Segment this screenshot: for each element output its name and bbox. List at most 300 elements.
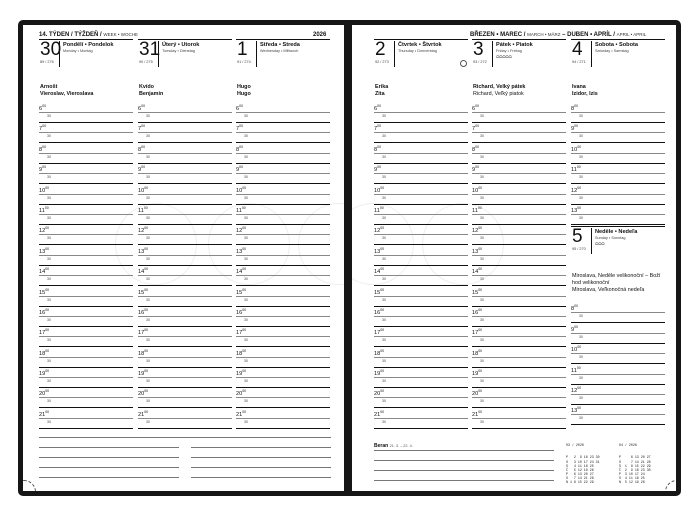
hour-label: $8^{00}$ bbox=[571, 104, 579, 112]
hour-slot[interactable] bbox=[236, 306, 330, 326]
half-hour-label: 30 bbox=[480, 419, 484, 424]
hour-slot[interactable] bbox=[571, 302, 665, 322]
hour-slot[interactable] bbox=[472, 204, 566, 224]
hour-slot[interactable] bbox=[236, 224, 330, 244]
half-hour-label: 30 bbox=[480, 338, 484, 343]
hour-label: $11^{00}$ bbox=[472, 205, 482, 214]
half-hour-label: 30 bbox=[579, 314, 583, 319]
hour-slot[interactable] bbox=[39, 102, 133, 122]
hour-slot[interactable] bbox=[571, 204, 665, 224]
hour-slot[interactable] bbox=[571, 404, 665, 424]
hour-label: $19^{00}$ bbox=[39, 369, 50, 377]
hour-slot[interactable] bbox=[571, 364, 665, 384]
hour-label: $19^{00}$ bbox=[236, 369, 247, 377]
day-name-en-de: Wednesday • Mittwoch bbox=[260, 49, 299, 53]
half-hour-label: 30 bbox=[480, 195, 484, 200]
rule-line bbox=[374, 428, 468, 429]
half-hour-label: 30 bbox=[47, 175, 51, 180]
hour-slot[interactable] bbox=[39, 387, 133, 407]
zodiac-range: 21. 3. – 22. 4. bbox=[389, 444, 413, 448]
hour-slot[interactable] bbox=[39, 367, 133, 387]
rule-line bbox=[138, 112, 232, 113]
hour-label: $8^{00}$ bbox=[374, 144, 382, 153]
rule-line bbox=[374, 194, 468, 195]
hour-slot[interactable] bbox=[138, 306, 232, 326]
hour-slot[interactable] bbox=[138, 245, 232, 265]
day-number: 31 bbox=[139, 39, 161, 60]
hour-slot[interactable] bbox=[571, 343, 665, 363]
hour-slot[interactable] bbox=[472, 347, 566, 367]
half-hour-label: 30 bbox=[480, 236, 484, 241]
rule-line bbox=[571, 353, 665, 354]
hour-slot[interactable] bbox=[138, 286, 232, 306]
half-hour-label: 30 bbox=[480, 379, 484, 384]
hour-label: $21^{00}$ bbox=[138, 409, 149, 418]
hour-slot[interactable] bbox=[138, 347, 232, 367]
name-day: Richard, Velký pátek Richard, Veľký piatok bbox=[473, 84, 526, 97]
hour-slot[interactable] bbox=[138, 408, 232, 428]
rule-line bbox=[138, 296, 232, 297]
hour-slot[interactable] bbox=[374, 184, 468, 204]
rule-line bbox=[138, 357, 232, 358]
hour-label: $20^{00}$ bbox=[39, 389, 50, 398]
half-hour-label: 30 bbox=[47, 215, 51, 220]
half-hour-label: 30 bbox=[579, 195, 583, 200]
hour-slot[interactable] bbox=[374, 347, 468, 367]
rule-line bbox=[374, 255, 468, 256]
rule-line bbox=[374, 316, 468, 317]
hour-label: $20^{00}$ bbox=[374, 389, 385, 398]
day-divider bbox=[591, 228, 592, 254]
hour-slot[interactable] bbox=[472, 326, 566, 346]
day-header bbox=[374, 39, 468, 102]
rule-line bbox=[39, 112, 133, 113]
rule-line bbox=[138, 194, 232, 195]
hour-label: $8^{00}$ bbox=[138, 144, 146, 153]
day-divider bbox=[256, 41, 257, 67]
hour-slot[interactable] bbox=[571, 384, 665, 404]
hour-slot[interactable] bbox=[39, 306, 133, 326]
hour-label: $12^{00}$ bbox=[472, 226, 483, 235]
half-hour-label: 30 bbox=[47, 297, 51, 302]
rule-line bbox=[39, 377, 133, 378]
rule-line bbox=[472, 214, 566, 215]
rule-line bbox=[374, 418, 468, 419]
hour-slot[interactable] bbox=[374, 163, 468, 183]
hour-slot[interactable] bbox=[374, 245, 468, 265]
half-hour-label: 30 bbox=[244, 317, 248, 322]
hour-label: $16^{00}$ bbox=[236, 307, 247, 316]
rule-line bbox=[236, 112, 330, 113]
hour-label: $11^{00}$ bbox=[374, 205, 384, 214]
rule-line bbox=[138, 153, 232, 154]
day-of-year: 94 / 271 bbox=[572, 60, 586, 64]
name-day: Miroslava, Neděle velikonoční – Boží hod velikonoční Miroslava, Veľkonočná nedeľa bbox=[572, 273, 661, 294]
hour-label: $8^{00}$ bbox=[236, 144, 244, 153]
hour-label: $20^{00}$ bbox=[138, 389, 149, 398]
hour-slot[interactable] bbox=[472, 265, 566, 285]
day-name: Úterý • Utorok bbox=[162, 42, 200, 48]
hour-slot[interactable] bbox=[138, 184, 232, 204]
half-hour-label: 30 bbox=[480, 297, 484, 302]
hour-slot[interactable] bbox=[138, 224, 232, 244]
day-number: 1 bbox=[237, 39, 248, 60]
half-hour-label: 30 bbox=[146, 317, 150, 322]
mini-calendar-april bbox=[619, 435, 651, 491]
day-column-monday[interactable] bbox=[39, 39, 133, 428]
day-column-friday[interactable] bbox=[472, 39, 566, 428]
hour-slot[interactable] bbox=[374, 306, 468, 326]
hour-slot[interactable] bbox=[39, 265, 133, 285]
hour-slot[interactable] bbox=[236, 286, 330, 306]
day-header bbox=[472, 39, 566, 102]
hour-slot[interactable] bbox=[374, 102, 468, 122]
half-hour-label: 30 bbox=[382, 175, 386, 180]
hour-slot[interactable] bbox=[236, 184, 330, 204]
day-divider bbox=[394, 41, 395, 67]
hour-slot[interactable] bbox=[374, 265, 468, 285]
hour-label: $10^{00}$ bbox=[472, 185, 483, 194]
hour-slot[interactable] bbox=[138, 326, 232, 346]
hour-slot[interactable] bbox=[39, 408, 133, 428]
rule-line bbox=[472, 234, 566, 235]
hour-slot[interactable] bbox=[138, 265, 232, 285]
hour-label: $11^{00}$ bbox=[138, 205, 148, 214]
hour-slot[interactable] bbox=[39, 347, 133, 367]
mini-cal-row: S 1 8 15 22 29 bbox=[619, 463, 651, 468]
hour-slot[interactable] bbox=[472, 367, 566, 387]
week-label-sk: TÝŽDEŇ bbox=[74, 32, 99, 38]
half-hour-label: 30 bbox=[579, 416, 583, 421]
rule-line bbox=[374, 275, 468, 276]
hour-slot[interactable] bbox=[39, 224, 133, 244]
day-name: Neděle • Nedeľa bbox=[595, 229, 638, 236]
half-hour-label: 30 bbox=[579, 375, 583, 380]
hour-slot[interactable] bbox=[236, 367, 330, 387]
rule-line bbox=[138, 173, 232, 174]
rule-line bbox=[472, 275, 566, 276]
hour-slot[interactable] bbox=[472, 224, 566, 244]
hour-slot[interactable] bbox=[374, 143, 468, 163]
half-hour-label: 30 bbox=[480, 215, 484, 220]
hour-slot[interactable] bbox=[472, 408, 566, 428]
rule-line bbox=[472, 112, 566, 113]
half-hour-label: 30 bbox=[480, 114, 484, 118]
hour-slot[interactable] bbox=[571, 163, 665, 183]
hour-label: $7^{00}$ bbox=[472, 124, 480, 133]
half-hour-label: 30 bbox=[382, 297, 386, 302]
rule-line bbox=[472, 255, 566, 256]
rule-line bbox=[39, 296, 133, 297]
day-column-thursday[interactable] bbox=[374, 39, 468, 428]
day-of-year: 95 / 270 bbox=[572, 247, 586, 252]
hour-label: $6^{00}$ bbox=[472, 104, 480, 112]
perforated-corner-left[interactable] bbox=[23, 480, 36, 491]
hour-slot[interactable] bbox=[472, 245, 566, 265]
hour-slot[interactable] bbox=[39, 286, 133, 306]
hour-label: $6^{00}$ bbox=[374, 104, 382, 112]
hour-label: $17^{00}$ bbox=[374, 328, 385, 337]
mini-cal-title: 04 / 2026 bbox=[619, 443, 637, 448]
hour-slot[interactable] bbox=[236, 204, 330, 224]
hour-label: $15^{00}$ bbox=[236, 287, 247, 296]
hour-label: $14^{00}$ bbox=[374, 267, 385, 275]
name-day: Hugo Hugo bbox=[237, 84, 251, 97]
half-hour-label: 30 bbox=[579, 395, 583, 400]
hour-slot[interactable] bbox=[236, 387, 330, 407]
hour-slot[interactable] bbox=[472, 143, 566, 163]
hour-slot[interactable] bbox=[236, 102, 330, 122]
hour-slot[interactable] bbox=[236, 326, 330, 346]
rule-line bbox=[236, 428, 330, 429]
rule-line bbox=[571, 153, 665, 154]
hour-label: $12^{00}$ bbox=[374, 226, 385, 235]
hour-label: $13^{00}$ bbox=[39, 246, 50, 255]
rule-line bbox=[39, 173, 133, 174]
day-name-en-de: Tuesday • Dienstag bbox=[162, 49, 195, 53]
hour-slot[interactable] bbox=[39, 245, 133, 265]
hour-slot[interactable] bbox=[571, 102, 665, 122]
day-number: 4 bbox=[572, 39, 583, 60]
hour-slot[interactable] bbox=[138, 204, 232, 224]
day-divider bbox=[492, 41, 493, 67]
hour-slot[interactable] bbox=[571, 184, 665, 204]
hour-label: $11^{00}$ bbox=[571, 165, 581, 174]
hour-label: $12^{00}$ bbox=[571, 385, 582, 394]
hour-slot[interactable] bbox=[39, 204, 133, 224]
day-name: Sobota • Sobota bbox=[595, 42, 638, 48]
half-hour-label: 30 bbox=[382, 195, 386, 200]
hour-label: $14^{00}$ bbox=[236, 267, 247, 275]
rule-line bbox=[571, 374, 665, 375]
hour-label: $18^{00}$ bbox=[374, 348, 385, 357]
right-page bbox=[352, 25, 676, 491]
day-name-en-de: Sunday • Sonntag bbox=[595, 236, 626, 241]
rule-line bbox=[374, 397, 468, 398]
rule-line bbox=[472, 132, 566, 133]
hour-label: $19^{00}$ bbox=[472, 369, 483, 377]
hour-slot[interactable] bbox=[374, 224, 468, 244]
half-hour-label: 30 bbox=[382, 256, 386, 261]
half-hour-label: 30 bbox=[47, 114, 51, 118]
hour-slot[interactable] bbox=[138, 102, 232, 122]
hour-label: $19^{00}$ bbox=[374, 369, 385, 377]
mini-cal-row: P 6 13 20 27 bbox=[566, 471, 594, 476]
day-number: 5 bbox=[572, 226, 583, 248]
hour-label: $12^{00}$ bbox=[236, 226, 247, 235]
hour-slot[interactable] bbox=[571, 122, 665, 142]
mini-calendar-march bbox=[566, 435, 600, 491]
hour-label: $20^{00}$ bbox=[472, 389, 483, 398]
perforated-corner-right[interactable] bbox=[665, 480, 676, 491]
hour-slot[interactable] bbox=[374, 367, 468, 387]
left-page bbox=[23, 25, 344, 491]
hour-slot[interactable] bbox=[236, 347, 330, 367]
rule-line bbox=[39, 275, 133, 276]
rule-line bbox=[39, 428, 133, 429]
mini-cal-row: P 6 13 20 27 bbox=[619, 455, 651, 460]
hour-label: $18^{00}$ bbox=[138, 348, 149, 357]
rule-line bbox=[571, 194, 665, 195]
hour-slot[interactable] bbox=[236, 245, 330, 265]
hour-slot[interactable] bbox=[571, 323, 665, 343]
mini-cal-row: P 2 9 16 23 30 bbox=[566, 455, 600, 460]
hour-label: $9^{00}$ bbox=[571, 324, 579, 333]
half-hour-label: 30 bbox=[382, 277, 386, 282]
hour-label: $15^{00}$ bbox=[39, 287, 50, 296]
hour-slot[interactable] bbox=[571, 143, 665, 163]
zodiac bbox=[374, 443, 413, 449]
rule-line bbox=[39, 194, 133, 195]
hour-slot[interactable] bbox=[39, 163, 133, 183]
rule-line bbox=[472, 336, 566, 337]
hour-label: $10^{00}$ bbox=[236, 185, 247, 194]
half-hour-label: 30 bbox=[579, 154, 583, 159]
hour-slot[interactable] bbox=[138, 367, 232, 387]
rule-line bbox=[39, 316, 133, 317]
rule-line bbox=[138, 418, 232, 419]
half-hour-label: 30 bbox=[244, 114, 248, 118]
mini-cal-row: S 4 11 18 25 bbox=[619, 475, 645, 480]
hour-slot[interactable] bbox=[138, 163, 232, 183]
day-name-en-de: Saturday • Samstag bbox=[595, 49, 629, 53]
half-hour-label: 30 bbox=[47, 277, 51, 282]
hour-slot[interactable] bbox=[236, 163, 330, 183]
rule-line bbox=[138, 234, 232, 235]
hour-slot[interactable] bbox=[472, 184, 566, 204]
rule-line bbox=[138, 316, 232, 317]
rule-line bbox=[236, 234, 330, 235]
hour-label: $7^{00}$ bbox=[374, 124, 382, 133]
hour-slot[interactable] bbox=[236, 408, 330, 428]
hour-slot[interactable] bbox=[39, 143, 133, 163]
rule-line bbox=[472, 377, 566, 378]
hour-slot[interactable] bbox=[138, 122, 232, 142]
hour-label: $10^{00}$ bbox=[571, 345, 582, 353]
mini-cal-row: Ú 3 10 17 24 31 bbox=[566, 459, 600, 464]
half-hour-label: 30 bbox=[579, 355, 583, 360]
hour-slot[interactable] bbox=[472, 387, 566, 407]
hour-label: $7^{00}$ bbox=[236, 124, 244, 133]
hour-slot[interactable] bbox=[374, 408, 468, 428]
hour-label: $14^{00}$ bbox=[39, 267, 50, 275]
easter-eggs-icon: ⬭⬭⬭ bbox=[595, 241, 605, 247]
half-hour-label: 30 bbox=[244, 338, 248, 343]
half-hour-label: 30 bbox=[480, 358, 484, 363]
mini-cal-row: N 5 12 19 26 bbox=[619, 480, 645, 485]
day-divider bbox=[59, 41, 60, 67]
hour-label: $14^{00}$ bbox=[138, 267, 149, 275]
hour-label: $9^{00}$ bbox=[138, 165, 146, 174]
half-hour-label: 30 bbox=[382, 379, 386, 384]
moon-phase-icon bbox=[460, 60, 467, 67]
hour-slot[interactable] bbox=[236, 122, 330, 142]
hour-label: $18^{00}$ bbox=[472, 348, 483, 357]
hour-slot[interactable] bbox=[472, 102, 566, 122]
rule-line bbox=[39, 336, 133, 337]
hour-slot[interactable] bbox=[39, 326, 133, 346]
hour-slot[interactable] bbox=[236, 143, 330, 163]
day-column-tuesday[interactable] bbox=[138, 39, 232, 428]
half-hour-label: 30 bbox=[579, 215, 583, 220]
rule-line bbox=[472, 153, 566, 154]
hour-slot[interactable] bbox=[39, 184, 133, 204]
half-hour-label: 30 bbox=[146, 154, 150, 159]
day-header-sunday bbox=[571, 226, 665, 302]
name-day: Ivana Izidor, Izis bbox=[572, 84, 598, 97]
hour-slot[interactable] bbox=[138, 387, 232, 407]
hour-label: $9^{00}$ bbox=[39, 165, 47, 174]
easter-eggs-icon: ⬭⬭⬭⬭⬭ bbox=[496, 54, 512, 59]
mini-cal-row: Č 5 12 19 26 bbox=[566, 467, 594, 472]
rule-line bbox=[236, 153, 330, 154]
hour-slot[interactable] bbox=[374, 387, 468, 407]
half-hour-label: 30 bbox=[47, 134, 51, 139]
half-hour-label: 30 bbox=[382, 317, 386, 322]
rule-line bbox=[571, 173, 665, 174]
hour-slot[interactable] bbox=[138, 143, 232, 163]
day-column-wednesday[interactable] bbox=[236, 39, 330, 428]
week-label-en-de: WEEK • WOCHE bbox=[103, 32, 138, 37]
half-hour-label: 30 bbox=[480, 134, 484, 139]
half-hour-label: 30 bbox=[146, 399, 150, 404]
half-hour-label: 30 bbox=[382, 419, 386, 424]
half-hour-label: 30 bbox=[480, 154, 484, 159]
day-of-year: 92 / 273 bbox=[375, 60, 389, 64]
half-hour-label: 30 bbox=[480, 399, 484, 404]
rule-line bbox=[138, 275, 232, 276]
rule-line bbox=[472, 194, 566, 195]
rule-line bbox=[138, 214, 232, 215]
rule-line bbox=[138, 132, 232, 133]
hour-slot[interactable] bbox=[472, 306, 566, 326]
hour-slot[interactable] bbox=[39, 122, 133, 142]
hour-slot[interactable] bbox=[472, 122, 566, 142]
day-name: Čtvrtek • Štvrtok bbox=[398, 42, 442, 48]
rule-line bbox=[472, 357, 566, 358]
rule-line bbox=[571, 132, 665, 133]
half-hour-label: 30 bbox=[244, 379, 248, 384]
half-hour-label: 30 bbox=[146, 256, 150, 261]
half-hour-label: 30 bbox=[47, 358, 51, 363]
hour-slot[interactable] bbox=[374, 122, 468, 142]
hour-label: $6^{00}$ bbox=[236, 104, 244, 112]
rule-line bbox=[236, 194, 330, 195]
hour-slot[interactable] bbox=[472, 163, 566, 183]
rule-line bbox=[236, 397, 330, 398]
mini-cal-row: P 3 10 17 24 bbox=[619, 471, 645, 476]
hour-label: $9^{00}$ bbox=[472, 165, 480, 174]
rule-line bbox=[236, 377, 330, 378]
hour-label: $15^{00}$ bbox=[374, 287, 385, 296]
rule-line bbox=[374, 357, 468, 358]
half-hour-label: 30 bbox=[47, 195, 51, 200]
hour-slot[interactable] bbox=[374, 286, 468, 306]
hour-label: $20^{00}$ bbox=[236, 389, 247, 398]
day-column-saturday[interactable] bbox=[571, 39, 665, 425]
hour-label: $16^{00}$ bbox=[472, 307, 483, 316]
rule-line bbox=[374, 377, 468, 378]
hour-slot[interactable] bbox=[236, 265, 330, 285]
hour-slot[interactable] bbox=[374, 204, 468, 224]
mini-cal-row: S 7 14 21 28 bbox=[566, 475, 594, 480]
hour-slot[interactable] bbox=[374, 326, 468, 346]
rule-line bbox=[39, 132, 133, 133]
hour-label: $11^{00}$ bbox=[236, 205, 246, 214]
rule-line bbox=[374, 336, 468, 337]
hour-label: $21^{00}$ bbox=[374, 409, 385, 418]
hour-slot[interactable] bbox=[472, 286, 566, 306]
